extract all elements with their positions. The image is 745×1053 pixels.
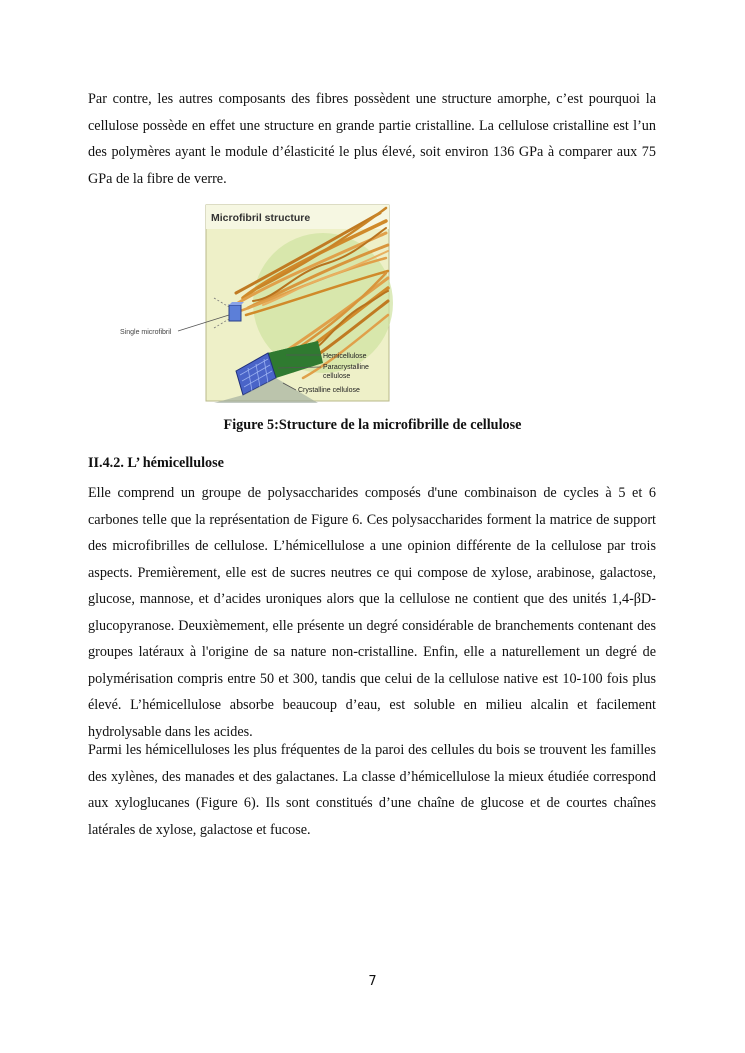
label-crystalline-cellulose: Crystalline cellulose [298, 387, 360, 394]
paragraph-hemicellulose: Elle comprend un groupe de polysaccharides composés d'une combinaison de cycles à 5 et 6 carbones telle que la représentation de Figure 6. Ces polysaccharides forment la matrice de support des microfibrilles de cellulose. L’hémicellulose a une opinion différente de la cellulose par trois aspects. Premièrement, elle est de sucres neutres ce qui compose de xylose, arabinose, galactose, glucose, mannose, et d’acides uroniques alors que la cellulose ne contient que des unités 1,4-βD-glucopyranose. Deuxièmement, elle présente un degré considérable de branchements contenant des groupes latéraux à l'origine de sa nature non-cristalline. Enfin, elle a naturellement un degré de polymérisation compris entre 50 et 300, tandis que celui de la cellulose native est 10-100 fois plus élevé. L’hémicellulose absorbe beaucoup d’eau, est soluble en milieu alcalin et facilement hydrolysable dans les acides. [88, 485, 656, 740]
microfibril-illustration [118, 203, 393, 403]
section-heading: II.4.2. L’ hémicellulose [88, 455, 224, 471]
single-microfibril-box [229, 305, 241, 321]
paragraph-hemicellulose-types: Parmi les hémicelluloses les plus fréquentes de la paroi des cellules du bois se trouvent les familles des xylènes, des manades et des galactanes. La classe d’hémicellulose la mieux étudiée correspond aux xyloglucanes (Figure 6). Ils sont constitués d’une chaîne de glucose et de courtes chaînes latérales de xylose, galactose et fucose. [88, 742, 656, 838]
label-hemicellulose: Hemicellulose [323, 353, 367, 360]
label-single-microfibril: Single microfibril [120, 329, 172, 336]
label-paracrystalline-cellulose: cellulose [323, 373, 351, 380]
figure-title: Microfibril structure [211, 212, 311, 224]
microfibril-figure [118, 203, 393, 403]
figure-caption: Figure 5:Structure de la microfibrille de cellulose [223, 417, 522, 433]
paragraph-intro: Par contre, les autres composants des fibres possèdent une structure amorphe, c’est pourquoi la cellulose possède en effet une structure en grande partie cristalline. La cellulose cristalline est l’un des polymères ayant le module d’élasticité le plus élevé, soit environ 136 GPa à comparer aux 75 GPa de la fibre de verre. [88, 91, 656, 187]
label-paracrystalline: Paracrystalline [323, 364, 369, 371]
page-number: 7 [368, 974, 377, 989]
